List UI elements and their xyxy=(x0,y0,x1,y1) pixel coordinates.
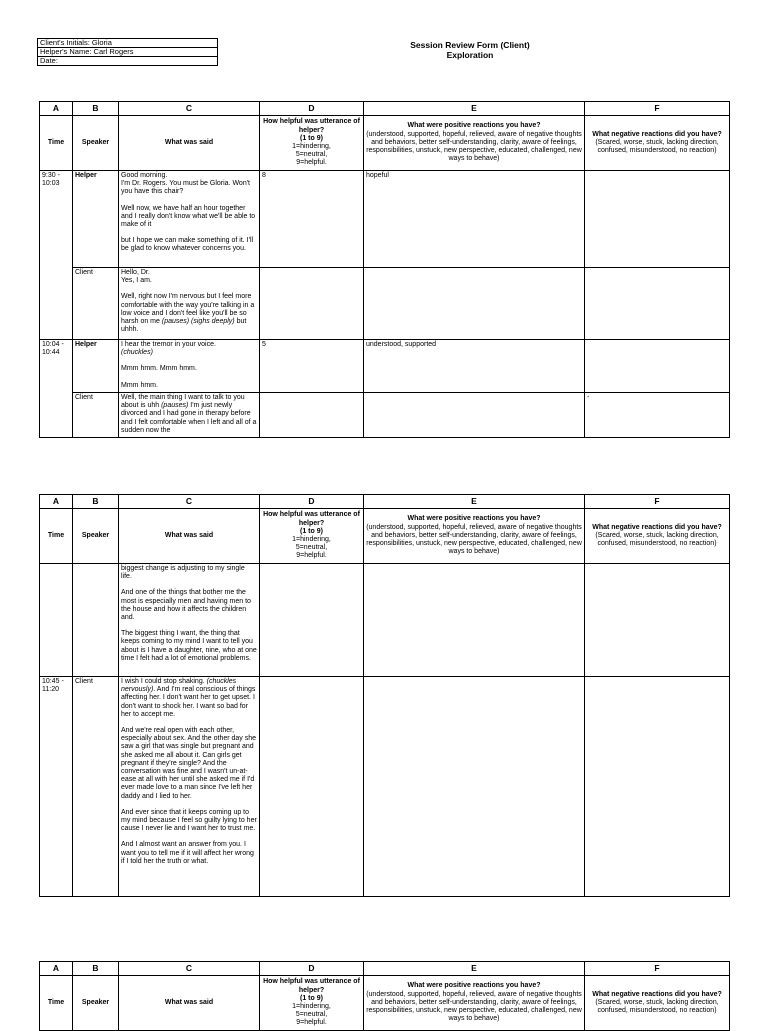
col-letter-a: A xyxy=(40,962,73,976)
form-title-block xyxy=(380,40,560,60)
time-header: Time xyxy=(40,976,73,1031)
said-action: (chuckles) xyxy=(121,349,153,357)
col-letter-e: E xyxy=(364,962,585,976)
speaker-cell: Helper xyxy=(73,340,119,393)
positive-cell[interactable] xyxy=(364,677,585,897)
helpful-cell[interactable] xyxy=(260,564,364,677)
column-header-row xyxy=(40,976,730,1031)
col-letter-e: E xyxy=(364,495,585,509)
helpful-5: 5=neutral, xyxy=(295,1011,328,1019)
helpful-cell[interactable] xyxy=(260,393,364,438)
table-row xyxy=(40,171,730,268)
speaker-header: Speaker xyxy=(73,509,119,564)
said-text: And ever since that it keeps coming up to my mind because I feel so guilty lying to her cause I never lie and I want her to trust me. xyxy=(121,808,257,833)
said-header: What was said xyxy=(119,509,260,564)
helpful-scale: (1 to 9) xyxy=(300,527,323,535)
speaker-header: Speaker xyxy=(73,116,119,171)
col-letter-d: D xyxy=(260,495,364,509)
said-text: Hello, Dr. xyxy=(121,269,150,276)
helpful-title: How helpful was utterance of helper? xyxy=(263,978,360,994)
helpful-cell[interactable] xyxy=(260,268,364,340)
client-info-box xyxy=(37,38,218,66)
said-text: And one of the things that bother me the most is especially men and having men to the house and how it affects the children and. xyxy=(121,589,251,622)
col-letter-d: D xyxy=(260,102,364,116)
helpful-1: 1=hindering, xyxy=(292,143,331,150)
said-cell xyxy=(119,677,260,897)
col-letter-d: D xyxy=(260,962,364,976)
helpful-title: How helpful was utterance of helper? xyxy=(263,511,360,527)
negative-cell[interactable] xyxy=(585,268,730,340)
negative-cell[interactable] xyxy=(585,340,730,393)
form-title: Session Review Form (Client) xyxy=(410,40,530,50)
said-text: And I almost want an answer from you. I want you to tell me if it will affect her wrong if I told her the truth or what. xyxy=(121,841,254,865)
said-cell xyxy=(119,268,260,340)
positive-cell[interactable] xyxy=(364,564,585,677)
said-cell xyxy=(119,564,260,677)
positive-cell[interactable] xyxy=(364,393,585,438)
negative-cell[interactable] xyxy=(585,171,730,268)
speaker-cell: Client xyxy=(73,268,119,340)
helpful-scale: (1 to 9) xyxy=(300,134,323,142)
col-letter-c: C xyxy=(119,495,260,509)
helpful-scale: (1 to 9) xyxy=(300,994,323,1002)
col-letter-e: E xyxy=(364,102,585,116)
positive-title: What were positive reactions you have? xyxy=(407,122,541,130)
positive-desc: (understood, supported, hopeful, relieved, aware of negative thoughts and behaviors, better self-understanding, clarity, aware of feelings, responsibilities, unstuck, new perspective, educated, challenged, new ways to behave) xyxy=(366,990,582,1023)
positive-header xyxy=(364,116,585,171)
time-cell: 10:04 - 10:44 xyxy=(40,340,73,438)
said-header: What was said xyxy=(119,976,260,1031)
helpful-cell[interactable]: 8 xyxy=(260,171,364,268)
col-letter-f: F xyxy=(585,495,730,509)
col-letter-b: B xyxy=(73,962,119,976)
positive-cell[interactable]: understood, supported xyxy=(364,340,585,393)
review-table-page-1 xyxy=(39,101,730,438)
col-letter-f: F xyxy=(585,962,730,976)
helpful-1: 1=hindering, xyxy=(292,1003,331,1010)
said-action: (pauses) xyxy=(161,402,189,410)
time-cell xyxy=(40,564,73,677)
said-text: Good morning. xyxy=(121,172,168,179)
helpful-9: 9=helpful. xyxy=(296,552,327,560)
column-letter-row xyxy=(40,495,730,509)
speaker-header: Speaker xyxy=(73,976,119,1031)
said-text: And we're real open with each other, especially about sex. And the other day she saw a girl that was single but pregnant and she asked me all about it. Can girls get pregnant if they're single? And the conversation was fine and I wasn't un-at-ease at all with her until she asked me if I'd ever made love to a man since I've left her daddy and I lied to her. xyxy=(121,727,257,800)
table-row xyxy=(40,268,730,340)
col-letter-c: C xyxy=(119,962,260,976)
table-row xyxy=(40,564,730,677)
time-header: Time xyxy=(40,116,73,171)
col-letter-c: C xyxy=(119,102,260,116)
form-subtitle: Exploration xyxy=(446,50,494,60)
said-cell xyxy=(119,171,260,268)
said-text: Well now, we have half an hour together and I really don't know what we'll be able to make of it xyxy=(121,204,256,229)
negative-cell[interactable] xyxy=(585,677,730,897)
col-letter-b: B xyxy=(73,495,119,509)
said-text: Well, the main thing I want to talk to you about is uhh xyxy=(121,394,245,410)
helpful-cell[interactable]: 5 xyxy=(260,340,364,393)
said-text: . And I'm real conscious of things affecting her. I don't want her to get upset. I don't want to shock her. I want so bad for her to accept me. xyxy=(121,686,256,718)
said-text: Mmm hmm. xyxy=(121,381,158,389)
said-text: The biggest thing I want, the thing that keeps coming to my mind I want to tell you about is I have a daughter, nine, who at one time I felt had a lot of emotional problems. xyxy=(121,630,257,662)
said-text: I'm Dr. Rogers. You must be Gloria. Won't you have this chair? xyxy=(121,180,250,196)
negative-desc: (Scared, worse, stuck, lacking direction, confused, misunderstood, no reaction) xyxy=(595,998,719,1015)
said-text: Well, right now I'm nervous but I feel more comfortable with the way you're talking in a low voice and I don't feel like you'll be so harsh on me xyxy=(121,293,255,326)
col-letter-a: A xyxy=(40,495,73,509)
negative-title: What negative reactions did you have? xyxy=(592,130,722,138)
said-header: What was said xyxy=(119,116,260,171)
positive-cell[interactable]: hopeful xyxy=(364,171,585,268)
helpful-5: 5=neutral, xyxy=(295,151,328,159)
session-date: Date: xyxy=(38,57,218,66)
column-header-row xyxy=(40,509,730,564)
table-row xyxy=(40,677,730,897)
negative-header xyxy=(585,976,730,1031)
helpful-cell[interactable] xyxy=(260,677,364,897)
speaker-cell: Client xyxy=(73,393,119,438)
positive-title: What were positive reactions you have? xyxy=(407,515,541,523)
time-cell: 9:30 - 10:03 xyxy=(40,171,73,340)
positive-header xyxy=(364,976,585,1031)
table-row xyxy=(40,340,730,393)
review-table-page-3 xyxy=(39,961,730,1031)
negative-cell[interactable] xyxy=(585,564,730,677)
speaker-cell: Helper xyxy=(73,171,119,268)
helpful-9: 9=helpful. xyxy=(296,159,327,167)
positive-header xyxy=(364,509,585,564)
negative-desc: (Scared, worse, stuck, lacking direction, confused, misunderstood, no reaction) xyxy=(595,138,719,155)
positive-cell[interactable] xyxy=(364,268,585,340)
positive-title: What were positive reactions you have? xyxy=(407,982,541,990)
said-text: but uhhh. xyxy=(121,318,247,334)
negative-header xyxy=(585,509,730,564)
said-cell xyxy=(119,340,260,393)
said-text: biggest change is adjusting to my single life. xyxy=(121,565,245,581)
helpful-header xyxy=(260,976,364,1031)
said-text: I'm just newly divorced and I had gone in therapy before and I felt comfortable when I left and all of a sudden now the xyxy=(121,402,257,434)
helper-name: Helper's Name: Carl Rogers xyxy=(38,48,218,57)
time-cell: 10:45 - 11:20 xyxy=(40,677,73,897)
review-table-page-2 xyxy=(39,494,730,897)
negative-title: What negative reactions did you have? xyxy=(592,523,722,531)
said-text: Yes, I am. xyxy=(121,277,152,285)
negative-title: What negative reactions did you have? xyxy=(592,990,722,998)
helpful-header xyxy=(260,509,364,564)
speaker-cell xyxy=(73,564,119,677)
said-text: I wish I could stop shaking. xyxy=(121,678,207,685)
said-text: Mmm hmm. Mmm hmm. xyxy=(121,365,197,373)
helpful-5: 5=neutral, xyxy=(295,544,328,552)
column-letter-row xyxy=(40,102,730,116)
client-initials: Client's Initials: Gloria xyxy=(38,39,218,48)
speaker-cell: Client xyxy=(73,677,119,897)
col-letter-a: A xyxy=(40,102,73,116)
said-action: (pauses) (sighs deeply) xyxy=(161,318,235,326)
helpful-1: 1=hindering, xyxy=(292,536,331,543)
helpful-title: How helpful was utterance of helper? xyxy=(263,118,360,134)
helpful-9: 9=helpful. xyxy=(296,1019,327,1027)
column-letter-row xyxy=(40,962,730,976)
said-action: (chuckles nervously) xyxy=(121,678,237,694)
negative-desc: (Scared, worse, stuck, lacking direction, confused, misunderstood, no reaction) xyxy=(595,531,719,548)
col-letter-b: B xyxy=(73,102,119,116)
col-letter-f: F xyxy=(585,102,730,116)
helpful-header xyxy=(260,116,364,171)
positive-desc: (understood, supported, hopeful, relieved, aware of negative thoughts and behaviors, better self-understanding, clarity, aware of feelings, responsibilities, unstuck, new perspective, educated, challenged, new ways to behave) xyxy=(366,523,582,556)
table-row xyxy=(40,393,730,438)
said-cell xyxy=(119,393,260,438)
positive-desc: (understood, supported, hopeful, relieved, aware of negative thoughts and behaviors, better self-understanding, clarity, aware of feelings, responsibilities, unstuck, new perspective, educated, challenged, new ways to behave) xyxy=(366,130,582,163)
time-header: Time xyxy=(40,509,73,564)
negative-cell[interactable]: - xyxy=(585,393,730,438)
said-text: but I hope we can make something of it. I'll be glad to know whatever concerns you. xyxy=(121,237,254,253)
said-text: I hear the tremor in your voice. xyxy=(121,341,216,348)
column-header-row xyxy=(40,116,730,171)
negative-header xyxy=(585,116,730,171)
